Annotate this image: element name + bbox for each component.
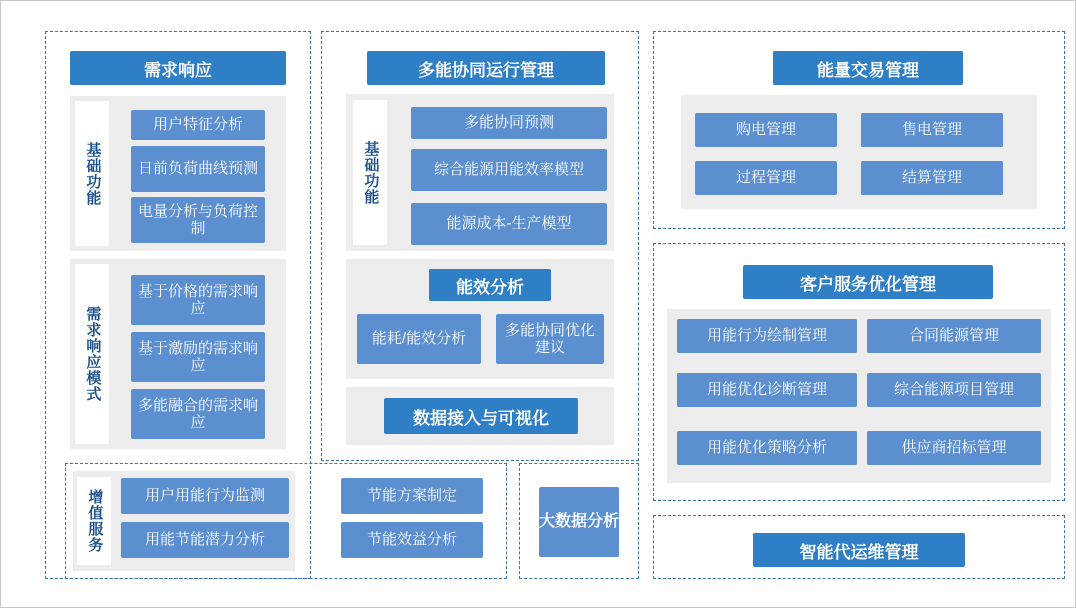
- btn-power-purchase-management[interactable]: 购电管理: [695, 113, 837, 147]
- btn-multi-energy-dr[interactable]: 多能融合的需求响应: [131, 389, 265, 439]
- value-added-label: 增值服务: [77, 477, 111, 565]
- demand-response-title: 需求响应: [70, 51, 286, 85]
- btn-energy-consumption-analysis[interactable]: 能耗/能效分析: [357, 314, 481, 364]
- btn-energy-cost-production-model[interactable]: 能源成本-生产模型: [411, 203, 607, 245]
- btn-user-feature-analysis[interactable]: 用户特征分析: [131, 110, 265, 140]
- btn-incentive-based-dr[interactable]: 基于激励的需求响应: [131, 332, 265, 382]
- btn-big-data-analysis[interactable]: 大数据分析: [539, 487, 619, 557]
- demand-response-basic-label: 基础功能: [75, 101, 109, 246]
- btn-price-based-dr[interactable]: 基于价格的需求响应: [131, 275, 265, 325]
- btn-power-analysis-load-control[interactable]: 电量分析与负荷控制: [131, 197, 265, 243]
- btn-energy-saving-benefit-analysis[interactable]: 节能效益分析: [341, 522, 483, 558]
- btn-multi-energy-forecast[interactable]: 多能协同预测: [411, 107, 607, 139]
- btn-power-sale-management[interactable]: 售电管理: [861, 113, 1003, 147]
- btn-data-access-visualization[interactable]: 数据接入与可视化: [384, 398, 578, 434]
- multi-energy-title: 多能协同运行管理: [367, 51, 605, 85]
- btn-process-management[interactable]: 过程管理: [695, 161, 837, 195]
- multi-energy-basic-label: 基础功能: [353, 100, 387, 245]
- btn-energy-behavior-monitoring[interactable]: 用户用能行为监测: [121, 478, 289, 514]
- btn-energy-saving-potential-analysis[interactable]: 用能节能潜力分析: [121, 522, 289, 558]
- demand-response-mode-label: 需求响应模式: [75, 264, 109, 444]
- btn-energy-optimization-strategy-analysis[interactable]: 用能优化策略分析: [677, 431, 857, 465]
- btn-energy-optimization-diagnosis-management[interactable]: 用能优化诊断管理: [677, 373, 857, 407]
- btn-integrated-energy-efficiency-model[interactable]: 综合能源用能效率模型: [411, 149, 607, 191]
- btn-contract-energy-management[interactable]: 合同能源管理: [867, 319, 1041, 353]
- customer-service-title: 客户服务优化管理: [743, 265, 993, 299]
- btn-integrated-energy-project-management[interactable]: 综合能源项目管理: [867, 373, 1041, 407]
- energy-trading-title: 能量交易管理: [773, 51, 963, 85]
- smart-om-title: 智能代运维管理: [753, 533, 965, 567]
- btn-settlement-management[interactable]: 结算管理: [861, 161, 1003, 195]
- btn-day-ahead-load-forecast[interactable]: 日前负荷曲线预测: [131, 146, 265, 192]
- energy-efficiency-title: 能效分析: [429, 269, 551, 301]
- btn-supplier-bidding-management[interactable]: 供应商招标管理: [867, 431, 1041, 465]
- btn-energy-behavior-drawing-management[interactable]: 用能行为绘制管理: [677, 319, 857, 353]
- btn-energy-saving-plan[interactable]: 节能方案制定: [341, 478, 483, 514]
- btn-multi-energy-optimization-advice[interactable]: 多能协同优化建议: [496, 314, 604, 364]
